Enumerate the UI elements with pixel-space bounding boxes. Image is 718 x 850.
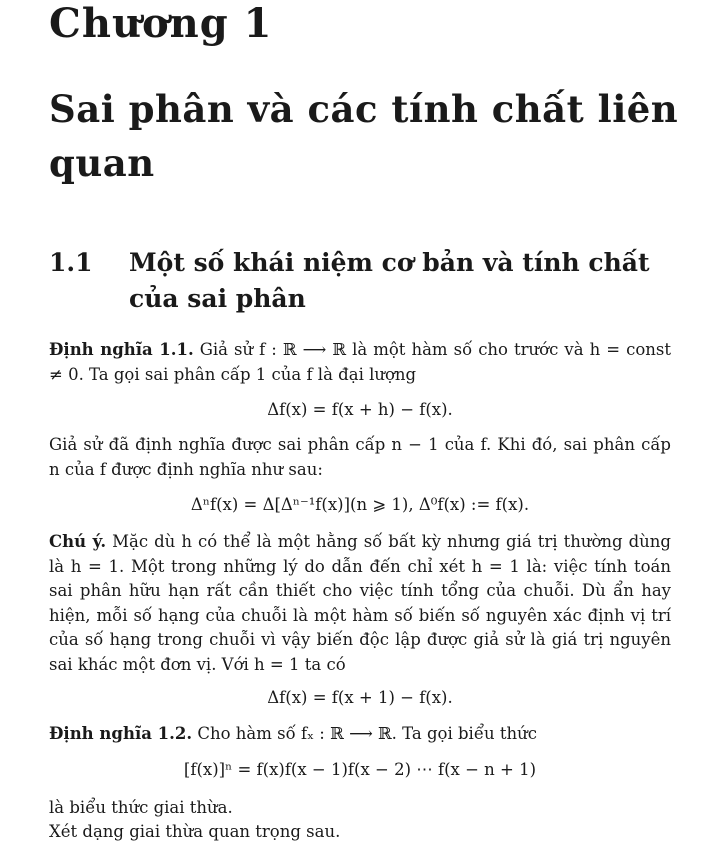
section-title: Một số khái niệm cơ bản và tính chất của sai phân bbox=[129, 248, 650, 313]
definition-1-1-label: Định nghĩa 1.1. bbox=[49, 340, 194, 359]
equation-factorial-expression: [f(x)]ⁿ = f(x)f(x − 1)f(x − 2) ⋯ f(x − n + 1) bbox=[183, 760, 537, 779]
closing-line-1: là biểu thức giai thừa. bbox=[49, 798, 233, 817]
equation-unit-step-difference: Δf(x) = f(x + 1) − f(x). bbox=[267, 688, 453, 707]
definition-1-2 bbox=[49, 722, 671, 747]
equation-first-difference: Δf(x) = f(x + h) − f(x). bbox=[267, 400, 453, 419]
definition-1-2-text: Cho hàm số fₓ : ℝ ⟶ ℝ. Ta gọi biểu thức bbox=[197, 724, 537, 743]
note-text: Mặc dù h có thể là một hằng số bất kỳ nhưng giá trị thường dùng là h = 1. Một trong những lý do dẫn đến chỉ xét h = 1 là: việc tính toán sai phân hữu hạn rất cần thiết cho việc tính tổng của chuỗi. Dù ẩn hay hiện, mỗi số hạng của chuỗi là một hàm số biến số nguyên xác định vị trí của số hạng trong chuỗi vì vậy biến độc lập được giả sử là giá trị nguyên sai khác một đơn vị. Với h = 1 ta có bbox=[49, 532, 671, 674]
closing-line-2: Xét dạng giai thừa quan trọng sau. bbox=[49, 822, 341, 841]
chapter-title: Sai phân và các tính chất liên quan bbox=[49, 87, 679, 185]
definition-1-1-text: Giả sử f : ℝ ⟶ ℝ là một hàm số cho trước và h = const ≠ 0. Ta gọi sai phân cấp 1 của f là đại lượng bbox=[49, 340, 671, 384]
note-label: Chú ý. bbox=[49, 532, 107, 551]
definition-1-1 bbox=[49, 338, 671, 387]
paragraph-higher-order: Giả sử đã định nghĩa được sai phân cấp n − 1 của f. Khi đó, sai phân cấp n của f được định nghĩa như sau: bbox=[49, 435, 671, 479]
equation-nth-difference: Δⁿf(x) = Δ[Δⁿ⁻¹f(x)](n ⩾ 1), Δ⁰f(x) := f(x). bbox=[190, 495, 530, 514]
section-number: 1.1 bbox=[49, 248, 93, 277]
chapter-label: Chương 1 bbox=[49, 0, 273, 47]
definition-1-2-label: Định nghĩa 1.2. bbox=[49, 724, 193, 743]
note-block bbox=[49, 530, 671, 677]
